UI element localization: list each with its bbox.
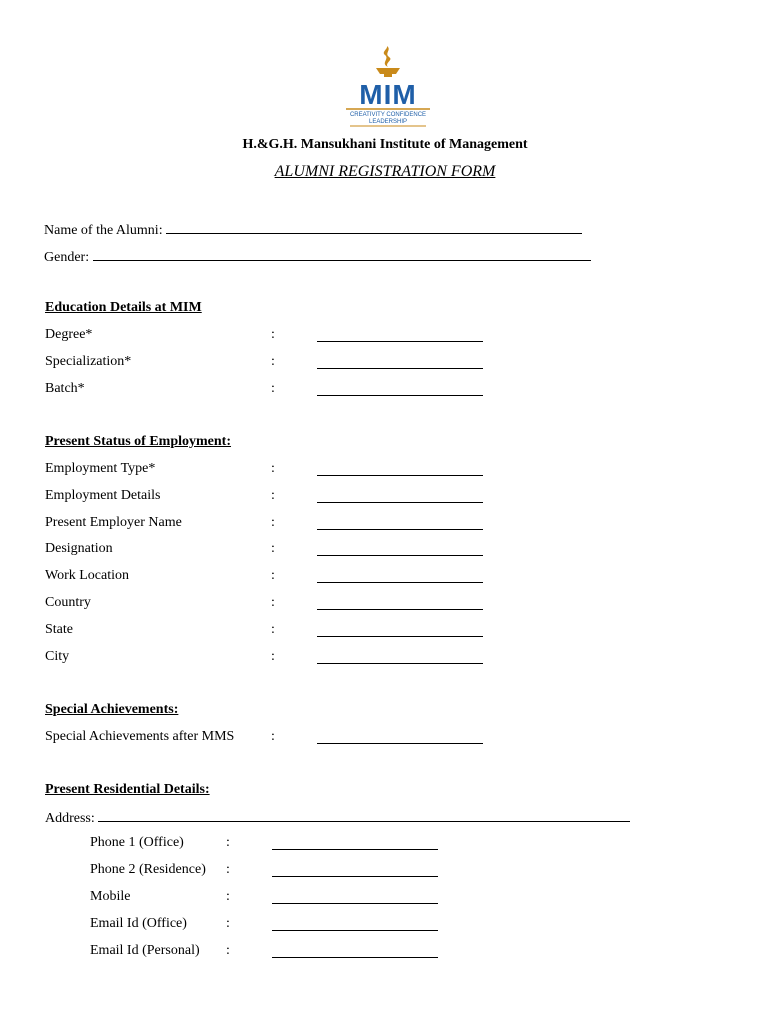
gender-line — [44, 247, 591, 266]
field-row-employment-details — [45, 488, 505, 506]
field-row-state — [45, 622, 505, 640]
field-label: City — [45, 649, 70, 664]
field-row-phone-office — [90, 835, 450, 853]
phone-office-field[interactable] — [272, 838, 438, 850]
flame-icon — [384, 46, 391, 67]
field-label: Mobile — [90, 889, 131, 904]
employer-name-field[interactable] — [317, 518, 483, 530]
field-label: Present Employer Name — [45, 515, 182, 530]
employment-heading: Present Status of Employment: — [45, 434, 232, 449]
field-row-mobile — [90, 889, 450, 907]
phone-residence-field[interactable] — [272, 865, 438, 877]
alumni-name-line — [44, 220, 582, 239]
field-row-country — [45, 595, 505, 613]
logo-text: MIM — [359, 79, 417, 110]
field-colon: : — [226, 862, 230, 877]
alumni-name-field[interactable] — [166, 220, 582, 234]
alumni-name-label: Name of the Alumni: — [44, 223, 163, 238]
logo-tagline-2: LEADERSHIP — [368, 119, 408, 125]
field-colon: : — [271, 381, 275, 396]
field-label: Batch* — [45, 381, 85, 396]
field-row-work-location — [45, 568, 505, 586]
field-colon: : — [271, 729, 275, 744]
gender-label: Gender: — [44, 250, 90, 265]
field-colon: : — [271, 595, 275, 610]
field-colon: : — [271, 461, 275, 476]
field-label: Phone 1 (Office) — [90, 835, 184, 850]
field-label: Work Location — [45, 568, 130, 583]
field-row-email-personal — [90, 943, 450, 961]
logo-tagline: CREATIVITY CONFIDENCE — [349, 112, 427, 118]
form-title: ALUMNI REGISTRATION FORM — [274, 163, 496, 180]
employment-details-field[interactable] — [317, 491, 483, 503]
mim-logo — [340, 44, 436, 128]
achievements-field[interactable] — [317, 732, 483, 744]
work-location-field[interactable] — [317, 571, 483, 583]
field-label: Email Id (Personal) — [90, 943, 200, 958]
field-label: Specialization* — [45, 354, 132, 369]
state-field[interactable] — [317, 625, 483, 637]
field-label: Special Achievements after MMS — [45, 729, 235, 744]
field-colon: : — [226, 943, 230, 958]
lamp-icon — [376, 68, 400, 74]
degree-field[interactable] — [317, 330, 483, 342]
mobile-field[interactable] — [272, 892, 438, 904]
field-row-email-office — [90, 916, 450, 934]
field-label: Degree* — [45, 327, 93, 342]
field-row-phone-residence — [90, 862, 450, 880]
country-field[interactable] — [317, 598, 483, 610]
gender-field[interactable] — [93, 247, 591, 261]
field-colon: : — [271, 622, 275, 637]
field-label: Country — [45, 595, 91, 610]
institute-name: H.&G.H. Mansukhani Institute of Management — [242, 137, 528, 152]
achievements-heading: Special Achievements: — [45, 702, 179, 717]
field-row-degree — [45, 327, 505, 345]
field-label: Designation — [45, 541, 113, 556]
field-row-batch — [45, 381, 505, 399]
field-label: Employment Details — [45, 488, 161, 503]
email-office-field[interactable] — [272, 919, 438, 931]
designation-field[interactable] — [317, 544, 483, 556]
field-colon: : — [271, 354, 275, 369]
email-personal-field[interactable] — [272, 946, 438, 958]
field-row-employer-name — [45, 515, 505, 533]
field-colon: : — [271, 568, 275, 583]
residential-heading: Present Residential Details: — [45, 782, 210, 797]
field-label: Employment Type* — [45, 461, 156, 476]
address-label: Address: — [45, 811, 95, 826]
field-label: Phone 2 (Residence) — [90, 862, 206, 877]
field-colon: : — [271, 649, 275, 664]
field-colon: : — [226, 916, 230, 931]
employment-type-field[interactable] — [317, 464, 483, 476]
field-row-designation — [45, 541, 505, 559]
specialization-field[interactable] — [317, 357, 483, 369]
field-label: State — [45, 622, 73, 637]
field-colon: : — [271, 515, 275, 530]
field-row-city — [45, 649, 505, 667]
field-label: Email Id (Office) — [90, 916, 187, 931]
field-colon: : — [226, 835, 230, 850]
field-colon: : — [271, 541, 275, 556]
field-colon: : — [271, 327, 275, 342]
field-row-specialization — [45, 354, 505, 372]
field-row-employment-type — [45, 461, 505, 479]
address-field[interactable] — [98, 808, 630, 822]
city-field[interactable] — [317, 652, 483, 664]
education-heading: Education Details at MIM — [45, 300, 202, 315]
batch-field[interactable] — [317, 384, 483, 396]
field-colon: : — [271, 488, 275, 503]
field-colon: : — [226, 889, 230, 904]
field-row-achievements — [45, 729, 505, 747]
address-line — [45, 808, 630, 827]
